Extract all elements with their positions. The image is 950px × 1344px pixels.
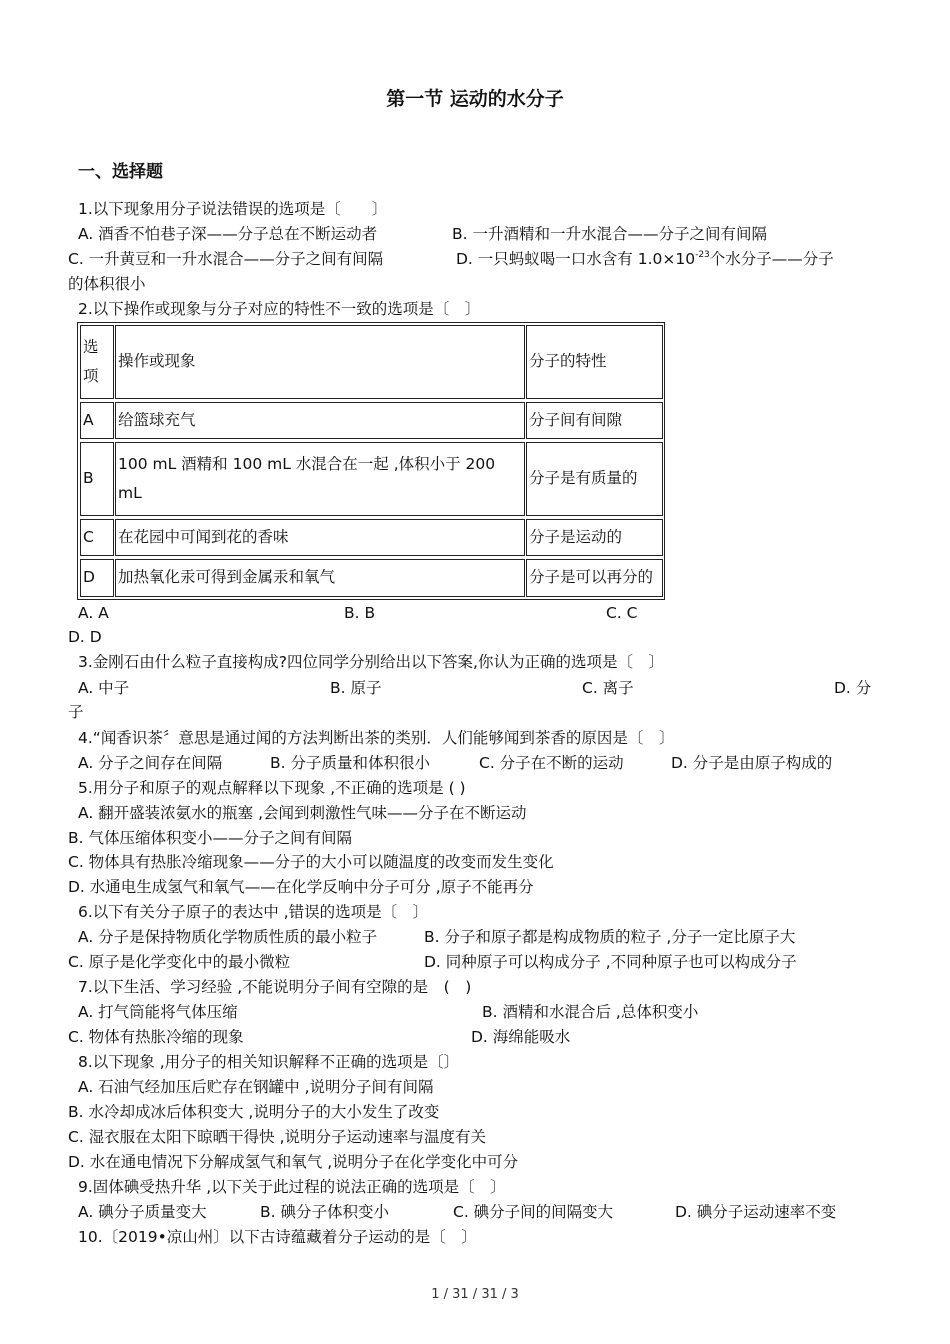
table-row-a-option: A <box>80 402 114 439</box>
question-2-table <box>77 322 665 600</box>
table-row-b-operation-line2: mL <box>118 484 142 502</box>
question-9-option-c: C. 碘分子间的间隔变大 <box>453 1203 614 1221</box>
question-2-option-a: A. A <box>78 604 109 622</box>
question-8-option-c: C. 湿衣服在太阳下晾晒干得快 ,说明分子运动速率与温度有关 <box>68 1128 487 1146</box>
question-4-option-c: C. 分子在不断的运动 <box>479 754 624 772</box>
question-10-stem: 10.〔2019•凉山州〕以下古诗蕴藏着分子运动的是〔 〕 <box>78 1228 477 1246</box>
question-1-option-d-text: D. 一只蚂蚁喝一口水含有 1.0×10 <box>456 250 696 268</box>
question-3-option-b: B. 原子 <box>330 679 382 697</box>
page-title: 第一节 运动的水分子 <box>386 88 564 110</box>
question-3-option-c: C. 离子 <box>582 679 634 697</box>
question-9-option-d: D. 碘分子运动速率不变 <box>675 1203 837 1221</box>
question-6-stem: 6.以下有关分子原子的表达中 ,错误的选项是〔 〕 <box>78 903 429 921</box>
question-3-stem: 3.金刚石由什么粒子直接构成?四位同学分别给出以下答案,你认为正确的选项是〔 〕 <box>78 653 664 671</box>
question-8-stem: 8.以下现象 ,用分子的相关知识解释不正确的选项是〔〕 <box>78 1053 460 1071</box>
question-6-option-a: A. 分子是保持物质化学物质性质的最小粒子 <box>78 928 378 946</box>
question-7-option-d: D. 海绵能吸水 <box>471 1028 571 1046</box>
table-row-a-feature: 分子间有间隙 <box>526 402 663 439</box>
table-row-c-option: C <box>80 519 114 556</box>
question-2-option-c: C. C <box>606 604 638 622</box>
table-row-b-operation-line1: 100 mL 酒精和 100 mL 水混合在一起 ,体积小于 200 <box>118 454 496 473</box>
question-1-stem: 1.以下现象用分子说法错误的选项是〔 〕 <box>78 200 388 218</box>
question-8-option-b: B. 水冷却成冰后体积变大 ,说明分子的大小发生了改变 <box>68 1103 440 1121</box>
question-1-option-d <box>456 250 834 269</box>
question-1-option-d-text-end: 个水分子——分子 <box>709 250 834 268</box>
question-7-option-b: B. 酒精和水混合后 ,总体积变小 <box>482 1003 699 1021</box>
page-number: 1 / 31 / 31 / 3 <box>431 1287 519 1302</box>
question-4-option-a: A. 分子之间存在间隔 <box>78 754 223 772</box>
table-row-c-operation: 在花园中可闻到花的香味 <box>115 519 525 556</box>
question-5-option-a: A. 翻开盛装浓氨水的瓶塞 ,会闻到刺激性气味——分子在不断运动 <box>78 804 527 822</box>
question-4-option-b: B. 分子质量和体积很小 <box>270 754 430 772</box>
table-row-c-feature: 分子是运动的 <box>526 519 663 556</box>
question-5-option-d: D. 水通电生成氢气和氧气——在化学反响中分子可分 ,原子不能再分 <box>68 878 534 896</box>
question-9-stem: 9.固体碘受热升华 ,以下关于此过程的说法正确的选项是〔 〕 <box>78 1178 506 1196</box>
question-7-option-c: C. 物体有热胀冷缩的现象 <box>68 1028 244 1046</box>
table-row-d-option: D <box>80 559 114 597</box>
table-header-option-line1: 选 <box>83 337 99 356</box>
table-row-d-feature: 分子是可以再分的 <box>526 559 663 597</box>
table-header-option-line2: 项 <box>83 367 99 385</box>
question-5-option-b: B. 气体压缩体积变小——分子之间有间隔 <box>68 829 352 847</box>
question-8-option-d: D. 水在通电情况下分解成氢气和氧气 ,说明分子在化学变化中可分 <box>68 1153 519 1171</box>
question-7-stem: 7.以下生活、学习经验 ,不能说明分子间有空隙的是 ( ) <box>78 978 472 996</box>
question-3-option-a: A. 中子 <box>78 679 130 697</box>
question-2-stem: 2.以下操作或现象与分子对应的特性不一致的选项是〔 〕 <box>78 300 481 318</box>
table-header-operation: 操作或现象 <box>115 325 525 399</box>
table-row-d-operation: 加热氧化汞可得到金属汞和氧气 <box>115 559 525 597</box>
question-8-option-a: A. 石油气经加压后贮存在钢罐中 ,说明分子间有间隔 <box>78 1078 434 1096</box>
table-header-feature: 分子的特性 <box>526 325 663 399</box>
question-6-option-d: D. 同种原子可以构成分子 ,不同种原子也可以构成分子 <box>424 953 797 971</box>
question-9-option-b: B. 碘分子体积变小 <box>260 1203 389 1221</box>
question-3-option-d-continued: 子 <box>68 703 84 721</box>
table-row-b-feature: 分子是有质量的 <box>526 442 663 516</box>
table-row-b-option: B <box>80 442 114 516</box>
question-3-option-d: D. 分 <box>834 679 872 697</box>
question-1-option-c: C. 一升黄豆和一升水混合——分子之间有间隔 <box>68 250 384 268</box>
question-6-option-c: C. 原子是化学变化中的最小微粒 <box>68 953 291 971</box>
question-7-option-a: A. 打气筒能将气体压缩 <box>78 1003 238 1021</box>
question-1-option-b: B. 一升酒精和一升水混合——分子之间有间隔 <box>452 225 767 243</box>
question-2-option-b: B. B <box>344 604 376 622</box>
question-5-stem: 5.用分子和原子的观点解释以下现象 ,不正确的选项是 ( ) <box>78 779 466 797</box>
question-1-option-a: A. 酒香不怕巷子深——分子总在不断运动者 <box>78 225 378 243</box>
question-1-option-d-continued: 的体积很小 <box>68 275 146 293</box>
table-row-b-operation <box>115 442 525 516</box>
question-6-option-b: B. 分子和原子都是构成物质的粒子 ,分子一定比原子大 <box>424 928 796 946</box>
question-4-stem: 4.“闻香识茶〞意思是通过闻的方法判断出茶的类别．人们能够闻到茶香的原因是〔 〕 <box>78 729 675 747</box>
table-header-option <box>80 325 114 399</box>
exponent: -23 <box>695 250 710 260</box>
question-5-option-c: C. 物体具有热胀冷缩现象——分子的大小可以随温度的改变而发生变化 <box>68 853 554 871</box>
section-heading: 一、选择题 <box>78 162 163 182</box>
question-9-option-a: A. 碘分子质量变大 <box>78 1203 207 1221</box>
question-4-option-d: D. 分子是由原子构成的 <box>671 754 833 772</box>
question-2-option-d: D. D <box>68 628 102 646</box>
table-row-a-operation: 给篮球充气 <box>115 402 525 439</box>
